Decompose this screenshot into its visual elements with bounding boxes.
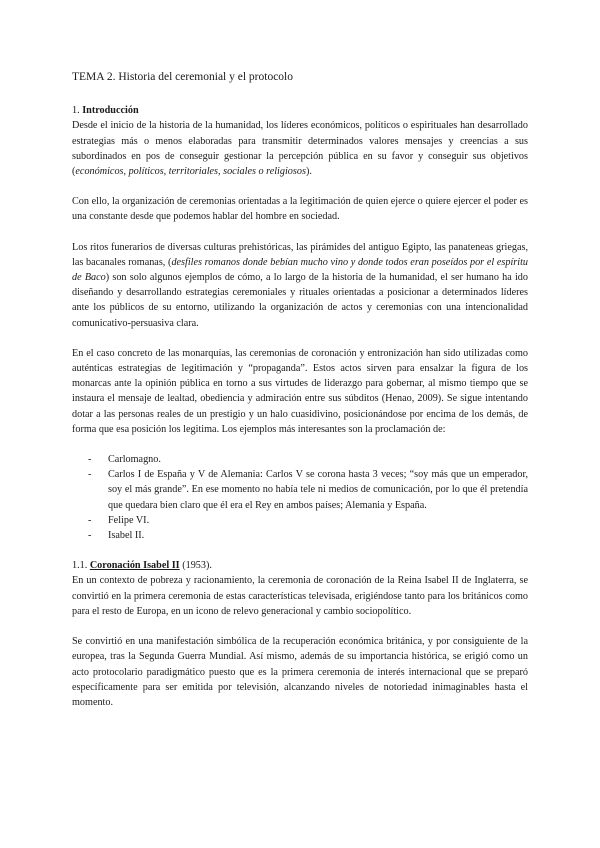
- section-1-1-year: (1953).: [182, 560, 212, 572]
- proclamation-list: [72, 452, 528, 543]
- paragraph-4: En el caso concreto de las monarquías, las ceremonias de coronación y entronización han sido utilizadas como auténticas estrategias de legitimación y “propaganda”. Estos actos sirven para ensalzar la figura de los monarcas ante la opinión pública en torno a sus virtudes de liderazgo para gobernar, al mismo tiempo que se instaura el mensaje de lealtad, obediencia y admiración entre sus súbditos (Henao, 2009). Se sigue intentando dotar a las personas reales de un prestigio y un halo cuasidivino, posicionándose por encima de los demás, de forma que esa posición los legitima. Los ejemplos más interesantes son la proclamación de:: [72, 347, 528, 435]
- section-1-number: 1.: [72, 105, 80, 117]
- paragraph-3: Los ritos funerarios de diversas culturas prehistóricas, las pirámides del antiguo Egipto, las panateneas griegas, las bacanales romanas, (desfiles romanos donde bebían mucho vino y donde todos eran poseídos por el espíritu de Baco) son solo algunos ejemplos de cómo, a lo largo de la historia de la humanidad, el ser humano ha ido diseñando y desarrollando estrategias ceremoniales y rituales orientadas a posicionar a determinados líderes ante los públicos de su entorno, utilizando la organización de actos y ceremonias con una intencionalidad comunicativo-persuasiva clara.: [72, 241, 529, 329]
- paragraph-2: Con ello, la organización de ceremonias orientadas a la legitimación de quien ejerce o quiere ejercer el poder es una constante desde que podemos hablar del hombre en sociedad.: [72, 196, 528, 223]
- list-item: - Felipe VI.: [108, 513, 528, 528]
- paragraph-5: En un contexto de pobreza y racionamiento, la ceremonia de coronación de la Reina Isabel II de Inglaterra, se convirtió en la primera ceremonia de estas características televisada, erigiéndose tanto para los británicos como para el resto de Europa, en un icono de relevo generacional y cambio sociopolítico.: [72, 575, 528, 617]
- document-title: TEMA 2. Historia del ceremonial y el protocolo: [72, 71, 293, 83]
- section-1-1-number: 1.1.: [72, 560, 88, 572]
- list-item: - Isabel II.: [108, 528, 528, 543]
- section-1-1-heading: [72, 558, 528, 573]
- section-1-heading: [72, 103, 528, 118]
- paragraph-3-italic: desfiles romanos donde bebían mucho vino y donde todos eran poseídos por el espíritu de Baco: [72, 256, 529, 284]
- paragraph-1-italic: económicos, políticos, territoriales, sociales o religiosos: [75, 166, 306, 178]
- list-item: - Carlomagno.: [108, 452, 528, 467]
- paragraph-1: Desde el inicio de la historia de la humanidad, los líderes económicos, políticos o espirituales han desarrollado estrategias más o menos elaboradas para transmitir determinados valores mensajes y creencias a sus subordinados en pos de conseguir gestionar la percepción pública en su favor y conseguir sus objetivos (económicos, políticos, territoriales, sociales o religiosos).: [72, 120, 528, 178]
- section-1-1-title: Coronación Isabel II: [89, 560, 180, 572]
- section-1-title: Introducción: [82, 105, 139, 117]
- list-item: - Carlos I de España y V de Alemania: Carlos V se corona hasta 3 veces; “soy más que un emperador, soy el más grande”. En ese momento no había tele ni medios de comunicación, por lo que él pretendía que quedara bien claro que él era el Rey en ambos países; Alemania y España.: [108, 467, 528, 513]
- paragraph-6: Se convirtió en una manifestación simbólica de la recuperación económica británica, y por consiguiente de la europea, tras la Segunda Guerra Mundial. Así mismo, además de su importancia histórica, se erigió como un acto protocolario paradigmático puesto que es la primera ceremonia de interés internacional que se preparó específicamente para ser emitida por televisión, alcanzando niveles de notoriedad inimaginables hasta el momento.: [72, 636, 528, 708]
